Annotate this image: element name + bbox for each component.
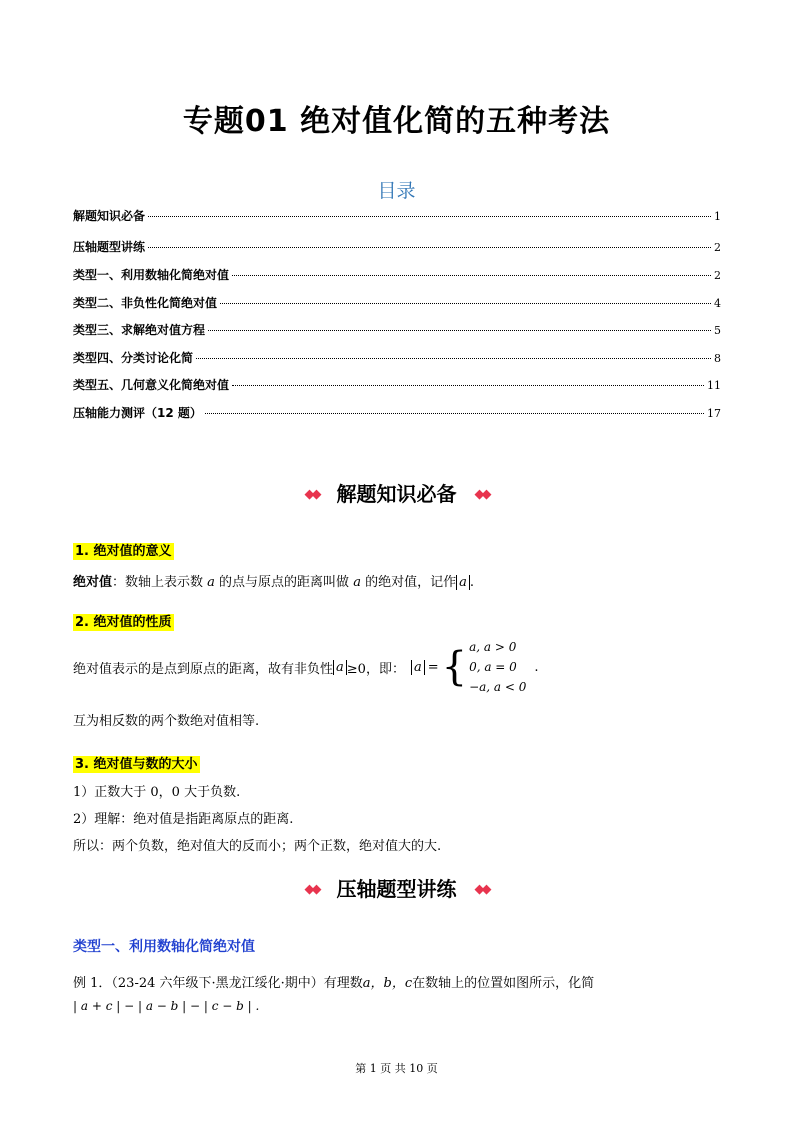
diamond-icon: ◆◆ — [304, 882, 319, 897]
section-banner-knowledge — [0, 478, 793, 511]
banner-label: 压轴题型讲练 — [327, 873, 467, 906]
toc-item[interactable]: 类型四、分类讨论化简 8 — [73, 351, 721, 365]
toc-item[interactable]: 压轴能力测评（12 题） 17 — [73, 406, 721, 420]
opposite-numbers-text: 互为相反数的两个数绝对值相等. — [73, 714, 260, 729]
diamond-icon: ◆◆ — [474, 882, 489, 897]
abs-value-notation: a — [456, 575, 470, 590]
page-footer: 第 1 页 共 10 页 — [355, 1062, 438, 1075]
toc-item[interactable]: 类型三、求解绝对值方程 5 — [73, 323, 721, 337]
example-expression: | a + c | − | a − b | − | c − b | . — [73, 999, 260, 1013]
toc-item[interactable]: 类型一、利用数轴化简绝对值 2 — [73, 268, 721, 282]
type-heading: 类型一、利用数轴化简绝对值 — [73, 939, 255, 955]
abs-value-notation: a — [333, 660, 347, 675]
property-paragraph: 绝对值表示的是点到原点的距离，故有非负性 a ≥0，即： a = { a, a > 0 0, a = 0 −a, a < 0 . — [73, 636, 539, 698]
subheading-2: 2. 绝对值的性质 — [75, 615, 172, 630]
diamond-icon: ◆◆ — [474, 487, 489, 502]
list-item: 1）正数大于 0，0 大于负数. — [73, 785, 241, 800]
abs-value-notation: a — [411, 660, 425, 675]
diamond-icon: ◆◆ — [304, 487, 319, 502]
list-item: 2）理解：绝对值是指距离原点的距离. — [73, 812, 294, 827]
toc-item[interactable]: 解题知识必备 1 — [73, 209, 721, 223]
list-item: 所以：两个负数，绝对值大的反而小；两个正数，绝对值大的大. — [73, 839, 442, 854]
subheading-1: 1. 绝对值的意义 — [75, 544, 172, 559]
page-title: 专题01 绝对值化简的五种考法 — [182, 104, 611, 139]
left-brace: { — [441, 644, 468, 690]
toc-item[interactable]: 类型五、几何意义化简绝对值 11 — [73, 378, 721, 392]
definition-paragraph: 绝对值：数轴上表示数 a 的点与原点的距离叫做 a 的绝对值，记作 a . — [73, 575, 474, 590]
section-banner-practice — [0, 873, 793, 906]
toc-heading: 目录 — [377, 180, 416, 202]
toc-item[interactable]: 压轴题型讲练 2 — [73, 240, 721, 254]
toc-item[interactable]: 类型二、非负性化简绝对值 4 — [73, 296, 721, 310]
piecewise-cases: a, a > 0 0, a = 0 −a, a < 0 — [469, 640, 527, 694]
banner-label: 解题知识必备 — [327, 478, 467, 511]
example-text: 例 1．（23-24 六年级下·黑龙江绥化·期中）有理数a，b，c在数轴上的位置如图所示，化简 — [73, 976, 595, 991]
subheading-3: 3. 绝对值与数的大小 — [75, 757, 198, 772]
